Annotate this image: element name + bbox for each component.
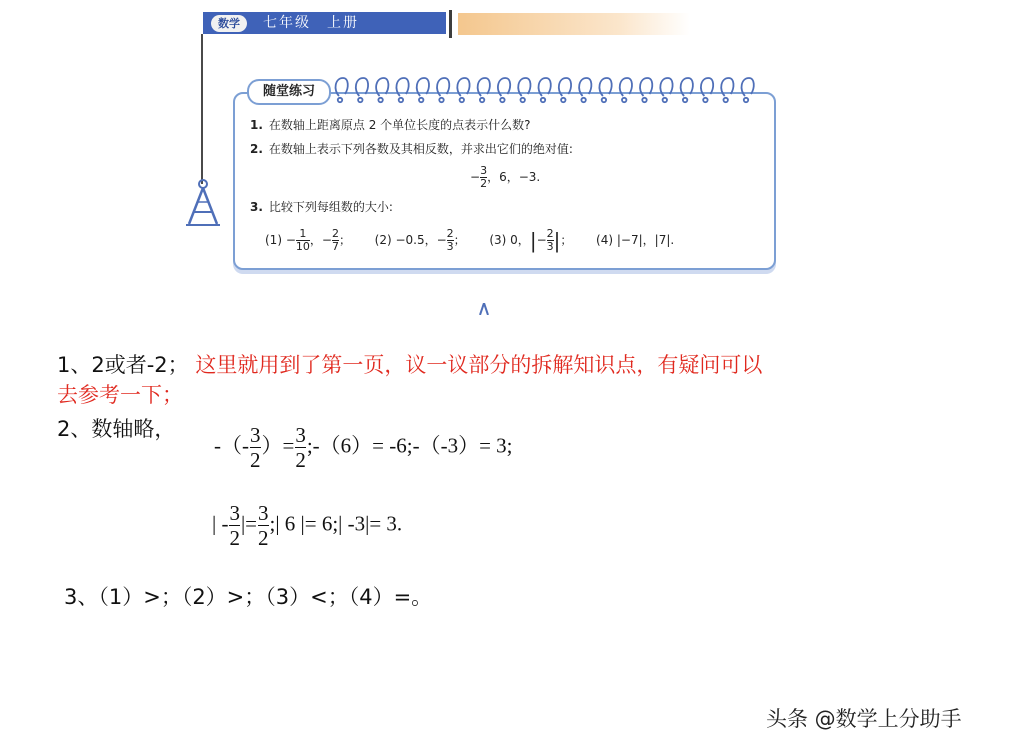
fraction-numerator: 2: [446, 227, 454, 240]
grade-volume-label: 七年级 上册: [263, 15, 359, 31]
spiral-ring: [721, 78, 733, 96]
part-1-fraction-b: [332, 228, 339, 253]
spiral-hole: [439, 98, 443, 102]
fraction-denominator: 3: [446, 240, 454, 253]
part-1-sign-a: −: [285, 233, 296, 247]
question-1-number: 1.: [250, 118, 263, 132]
fraction-numerator: 2: [331, 227, 339, 240]
fraction-numerator: 3: [295, 423, 306, 447]
fraction-denominator: 2: [250, 448, 261, 472]
part-3-abs-open: |: [529, 228, 537, 253]
equation-2-fraction-1: [229, 501, 240, 550]
spiral-hole: [480, 98, 484, 102]
spiral-ring: [356, 78, 368, 96]
question-3: [250, 199, 393, 215]
part-1-separator: ，: [309, 233, 322, 247]
spiral-hole: [561, 98, 565, 102]
answer-1-note: 这里就用到了第一页，议一议部分的拆解知识点，有疑问可以: [195, 353, 763, 377]
spiral-hole: [703, 98, 707, 102]
question-3-text: 比较下列每组数的大小:: [268, 200, 393, 214]
fraction-denominator: 10: [295, 240, 310, 253]
fraction-denominator: 2: [229, 526, 240, 550]
header-gradient-band: [458, 13, 690, 35]
fraction-numerator: 2: [546, 227, 554, 240]
fraction-denominator: 2: [258, 526, 269, 550]
part-2-end: ；: [453, 233, 466, 247]
compass-icon: [184, 178, 222, 228]
part-3-value-a: 0，: [510, 233, 530, 247]
spiral-hole: [399, 98, 403, 102]
spiral-hole: [642, 98, 646, 102]
part-3-abs-close: |: [553, 228, 561, 253]
part-2-fraction-b: [447, 228, 454, 253]
part-2-sign-b: −: [436, 233, 447, 247]
equation-1-open: -（-: [214, 433, 249, 458]
header-divider: [449, 10, 452, 38]
spiral-ring: [599, 78, 611, 96]
question-2-text: 在数轴上表示下列各数及其相反数，并求出它们的绝对值:: [268, 142, 573, 156]
fraction-numerator: 1: [299, 227, 307, 240]
spiral-hole: [460, 98, 464, 102]
equation-1-tail: ;-（6）= -6;-（-3）= 3;: [306, 433, 513, 458]
spiral-ring: [742, 78, 754, 96]
equation-2: [212, 501, 402, 550]
part-1-label: (1): [265, 233, 282, 247]
spiral-ring: [396, 78, 408, 96]
spiral-ring: [660, 78, 672, 96]
part-3-sign-b: −: [536, 233, 547, 247]
fraction-numerator: 3: [480, 164, 488, 177]
fraction-denominator: 2: [480, 177, 488, 190]
fraction-numerator: 3: [258, 501, 269, 525]
part-4-text: |−7|，|7|.: [616, 233, 675, 247]
spiral-hole: [581, 98, 585, 102]
part-1-fraction-a: [296, 228, 310, 253]
fraction-denominator: 2: [295, 448, 306, 472]
fraction-denominator: 7: [331, 240, 339, 253]
part-1-sign-b: −: [321, 233, 332, 247]
spiral-ring: [701, 78, 713, 96]
part-1-end: ；: [338, 233, 351, 247]
spiral-hole: [358, 98, 362, 102]
equation-2-fraction-2: [258, 501, 269, 550]
answer-1-note-continued: 去参考一下；: [57, 383, 183, 407]
spiral-binding-icon: [333, 74, 773, 108]
watermark: 头条 @数学上分助手: [766, 707, 962, 731]
equation-2-middle: |=: [240, 511, 258, 536]
equation-2-tail: ;| 6 |= 6;| -3|= 3.: [269, 511, 403, 536]
spiral-ring: [498, 78, 510, 96]
spiral-ring: [579, 78, 591, 96]
spiral-hole: [622, 98, 626, 102]
spiral-ring: [640, 78, 652, 96]
spiral-ring: [518, 78, 530, 96]
spiral-hole: [724, 98, 728, 102]
spiral-hole: [500, 98, 504, 102]
exercise-title: 随堂练习: [247, 79, 331, 105]
spiral-hole: [338, 98, 342, 102]
spiral-hole: [602, 98, 606, 102]
answer-2: 2、数轴略，: [57, 417, 176, 441]
spiral-ring: [539, 78, 551, 96]
question-2-rest: ，6，−3.: [487, 170, 541, 184]
part-4-label: (4): [596, 233, 614, 247]
fraction-numerator: 3: [250, 423, 261, 447]
answer-1-line: [57, 351, 762, 379]
spiral-hole: [744, 98, 748, 102]
spiral-ring: [336, 78, 348, 96]
part-3-end: ；: [560, 233, 573, 247]
spiral-ring: [437, 78, 449, 96]
spiral-ring: [376, 78, 388, 96]
spiral-hole: [419, 98, 423, 102]
answer-1: 1、2或者-2；: [57, 353, 189, 377]
question-2-fraction: [480, 165, 487, 190]
part-2-value-a: −0.5，: [395, 233, 437, 247]
spiral-ring: [478, 78, 490, 96]
question-3-parts: [265, 228, 674, 253]
subject-badge: 数学: [211, 15, 247, 32]
question-1-text: 在数轴上距离原点 2 个单位长度的点表示什么数?: [268, 118, 531, 132]
spiral-hole: [378, 98, 382, 102]
spiral-ring: [457, 78, 469, 96]
question-1: [250, 117, 531, 133]
page-margin-line: [201, 34, 203, 184]
equation-1-fraction-1: [250, 423, 261, 472]
compass-tip-icon: [478, 303, 490, 315]
spiral-ring: [417, 78, 429, 96]
spiral-ring: [681, 78, 693, 96]
equation-1-fraction-2: [295, 423, 306, 472]
question-3-number: 3.: [250, 200, 263, 214]
equation-1-middle: ）=: [261, 433, 295, 458]
fraction-numerator: 3: [229, 501, 240, 525]
equation-2-open: | -: [212, 511, 229, 536]
spiral-hole: [521, 98, 525, 102]
question-2: [250, 141, 573, 157]
fraction-denominator: 3: [546, 240, 554, 253]
spiral-hole: [663, 98, 667, 102]
question-2-numbers: [470, 165, 540, 190]
question-2-neg-sign: −: [470, 170, 481, 184]
spiral-hole: [683, 98, 687, 102]
spiral-ring: [559, 78, 571, 96]
part-3-label: (3): [489, 233, 507, 247]
spiral-hole: [541, 98, 545, 102]
part-3-fraction-b: [547, 228, 554, 253]
answer-3: 3、（1）>；（2）>；（3）<；（4）=。: [64, 585, 433, 609]
equation-1: [214, 423, 513, 472]
part-2-label: (2): [374, 233, 392, 247]
spiral-ring: [620, 78, 632, 96]
question-2-number: 2.: [250, 142, 263, 156]
